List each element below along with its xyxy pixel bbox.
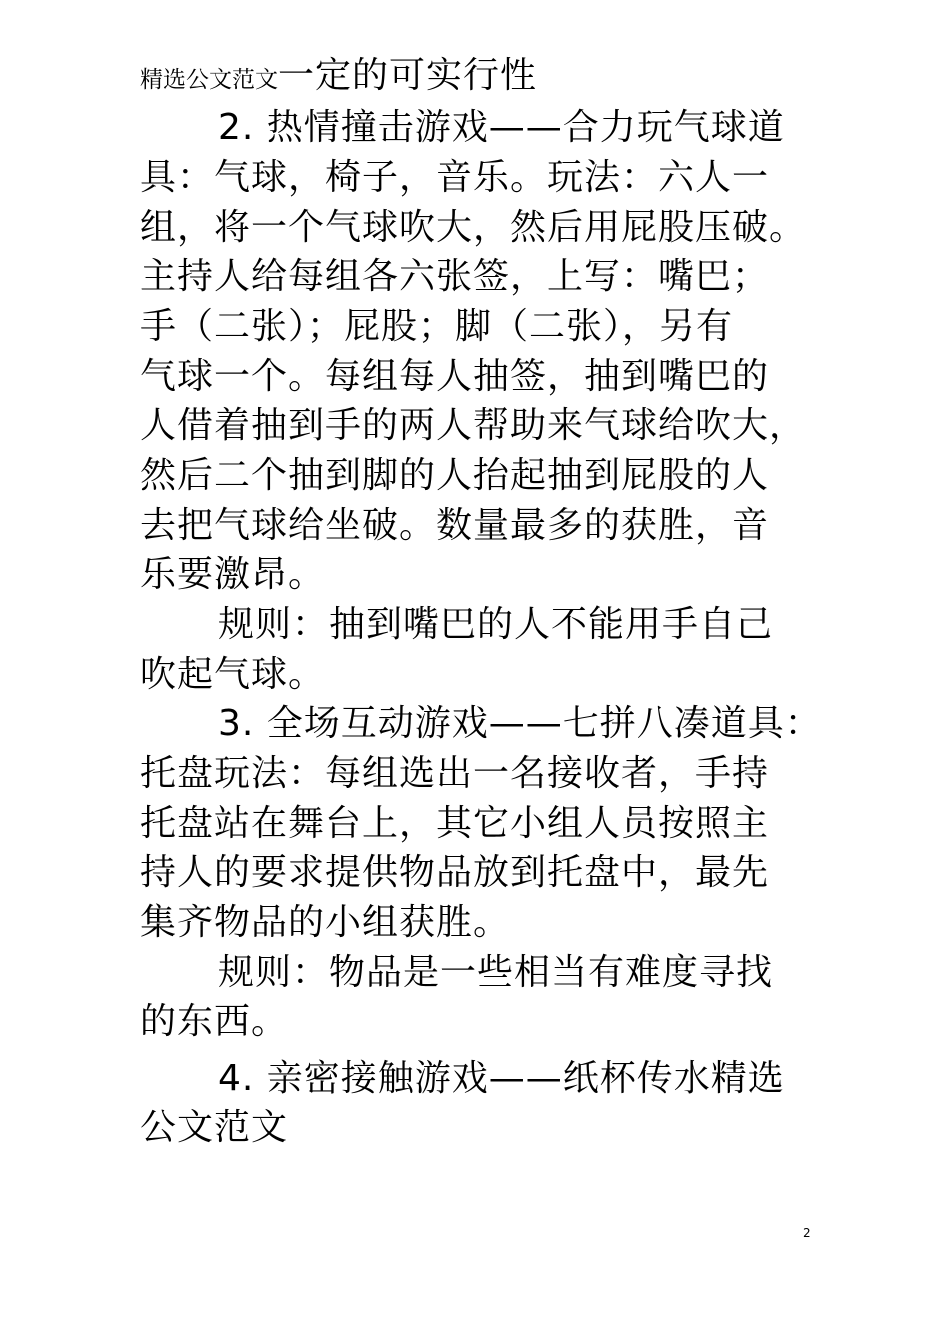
- paragraph-line: 主持人给每组各六张签，上写：嘴巴；: [140, 256, 770, 297]
- paragraph-line: 2. 热情撞击游戏——合力玩气球道: [218, 107, 785, 148]
- header-watermark-text: 精选公文范文: [140, 67, 278, 93]
- paragraph-line: 集齐物品的小组获胜。: [140, 902, 511, 943]
- paragraph-line: 人借着抽到手的两人帮助来气球给吹大，: [140, 405, 807, 446]
- paragraph-line: 公文范文: [140, 1107, 289, 1148]
- paragraph-line: 持人的要求提供物品放到托盘中，最先: [140, 852, 770, 893]
- paragraph-line: 托盘玩法：每组选出一名接收者，手持: [140, 753, 770, 794]
- page-number: 2: [803, 1226, 811, 1240]
- paragraph-line: 去把气球给坐破。数量最多的获胜，音: [140, 505, 770, 546]
- paragraph-line: 气球一个。每组每人抽签，抽到嘴巴的: [140, 356, 770, 397]
- paragraph-line: 然后二个抽到脚的人抬起抽到屁股的人: [140, 455, 770, 496]
- paragraph-line: 组，将一个气球吹大，然后用屁股压破。: [140, 207, 807, 248]
- paragraph-line: 具：气球，椅子，音乐。玩法：六人一: [140, 157, 770, 198]
- rule-line: 的东西。: [140, 1001, 289, 1042]
- header-line: [140, 52, 537, 104]
- rule-line: 规则：抽到嘴巴的人不能用手自己: [218, 604, 774, 645]
- paragraph-line: 乐要激昂。: [140, 554, 326, 595]
- paragraph-line: 手（二张）；屁股；脚（二张），另有: [140, 306, 734, 347]
- header-title-continuation: 一定的可实行性: [278, 55, 538, 96]
- rule-line: 规则：物品是一些相当有难度寻找: [218, 952, 774, 993]
- paragraph-line: 4. 亲密接触游戏——纸杯传水精选: [218, 1058, 785, 1099]
- paragraph-line: 托盘站在舞台上，其它小组人员按照主: [140, 803, 770, 844]
- paragraph-line: 3. 全场互动游戏——七拼八凑道具：: [218, 703, 822, 744]
- rule-line: 吹起气球。: [140, 654, 326, 695]
